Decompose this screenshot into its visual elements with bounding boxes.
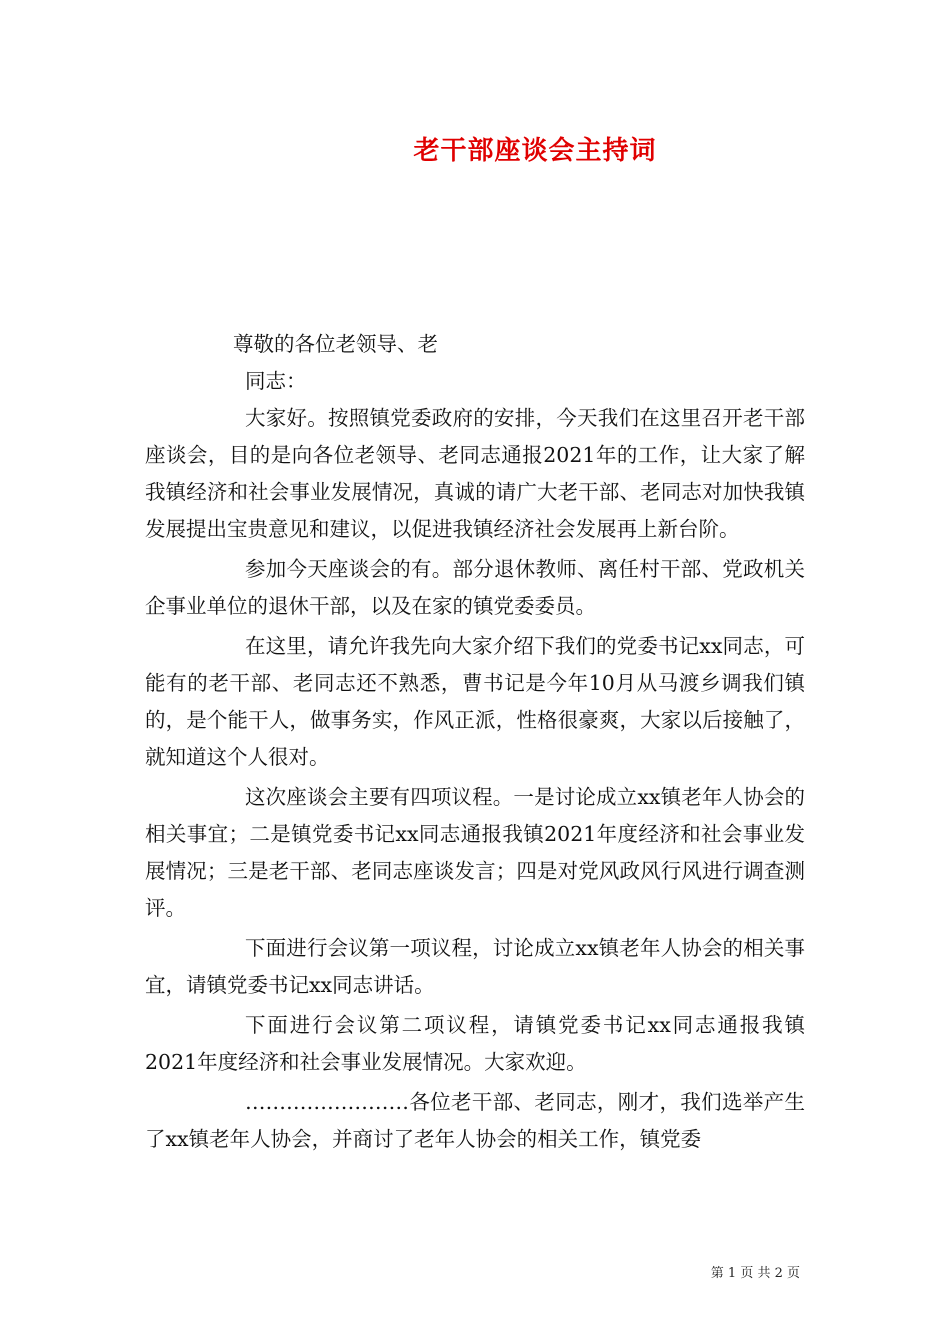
paragraph-introduction: 在这里，请允许我先向大家介绍下我们的党委书记xx同志，可能有的老干部、老同志还不熟悉，曹书记是今年10月从马渡乡调我们镇的，是个能干人，做事务实，作风正派，性格很豪爽，大家以后接触了，就知道这个人很对。 [145, 634, 805, 769]
document-body [145, 326, 805, 1161]
salutation-line-1: 尊敬的各位老领导、老 [233, 332, 438, 356]
page-number: 第 1 页 共 2 页 [710, 1266, 800, 1281]
paragraph-continuation: ……………………各位老干部、老同志，刚才，我们选举产生了xx镇老年人协会，并商讨了老年人协会的相关工作，镇党委 [145, 1090, 805, 1151]
paragraph-item-one: 下面进行会议第一项议程，讨论成立xx镇老年人协会的相关事宜，请镇党委书记xx同志讲话。 [145, 936, 805, 997]
document-title: 老干部座谈会主持词 [413, 136, 657, 166]
paragraph-item-two: 下面进行会议第二项议程，请镇党委书记xx同志通报我镇2021年度经济和社会事业发展情况。大家欢迎。 [145, 1013, 805, 1074]
paragraph-attendees: 参加今天座谈会的有。部分退休教师、离任村干部、党政机关企事业单位的退休干部，以及在家的镇党委委员。 [145, 557, 805, 618]
paragraph-agenda: 这次座谈会主要有四项议程。一是讨论成立xx镇老年人协会的相关事宜；二是镇党委书记xx同志通报我镇2021年度经济和社会事业发展情况；三是老干部、老同志座谈发言；四是对党风政风行风进行调查测评。 [145, 785, 805, 920]
paragraph-greeting: 大家好。按照镇党委政府的安排，今天我们在这里召开老干部座谈会，目的是向各位老领导、老同志通报2021年的工作，让大家了解我镇经济和社会事业发展情况，真诚的请广大老干部、老同志对加快我镇发展提出宝贵意见和建议，以促进我镇经济社会发展再上新台阶。 [145, 406, 805, 541]
salutation-line-2: 同志： [245, 369, 307, 393]
